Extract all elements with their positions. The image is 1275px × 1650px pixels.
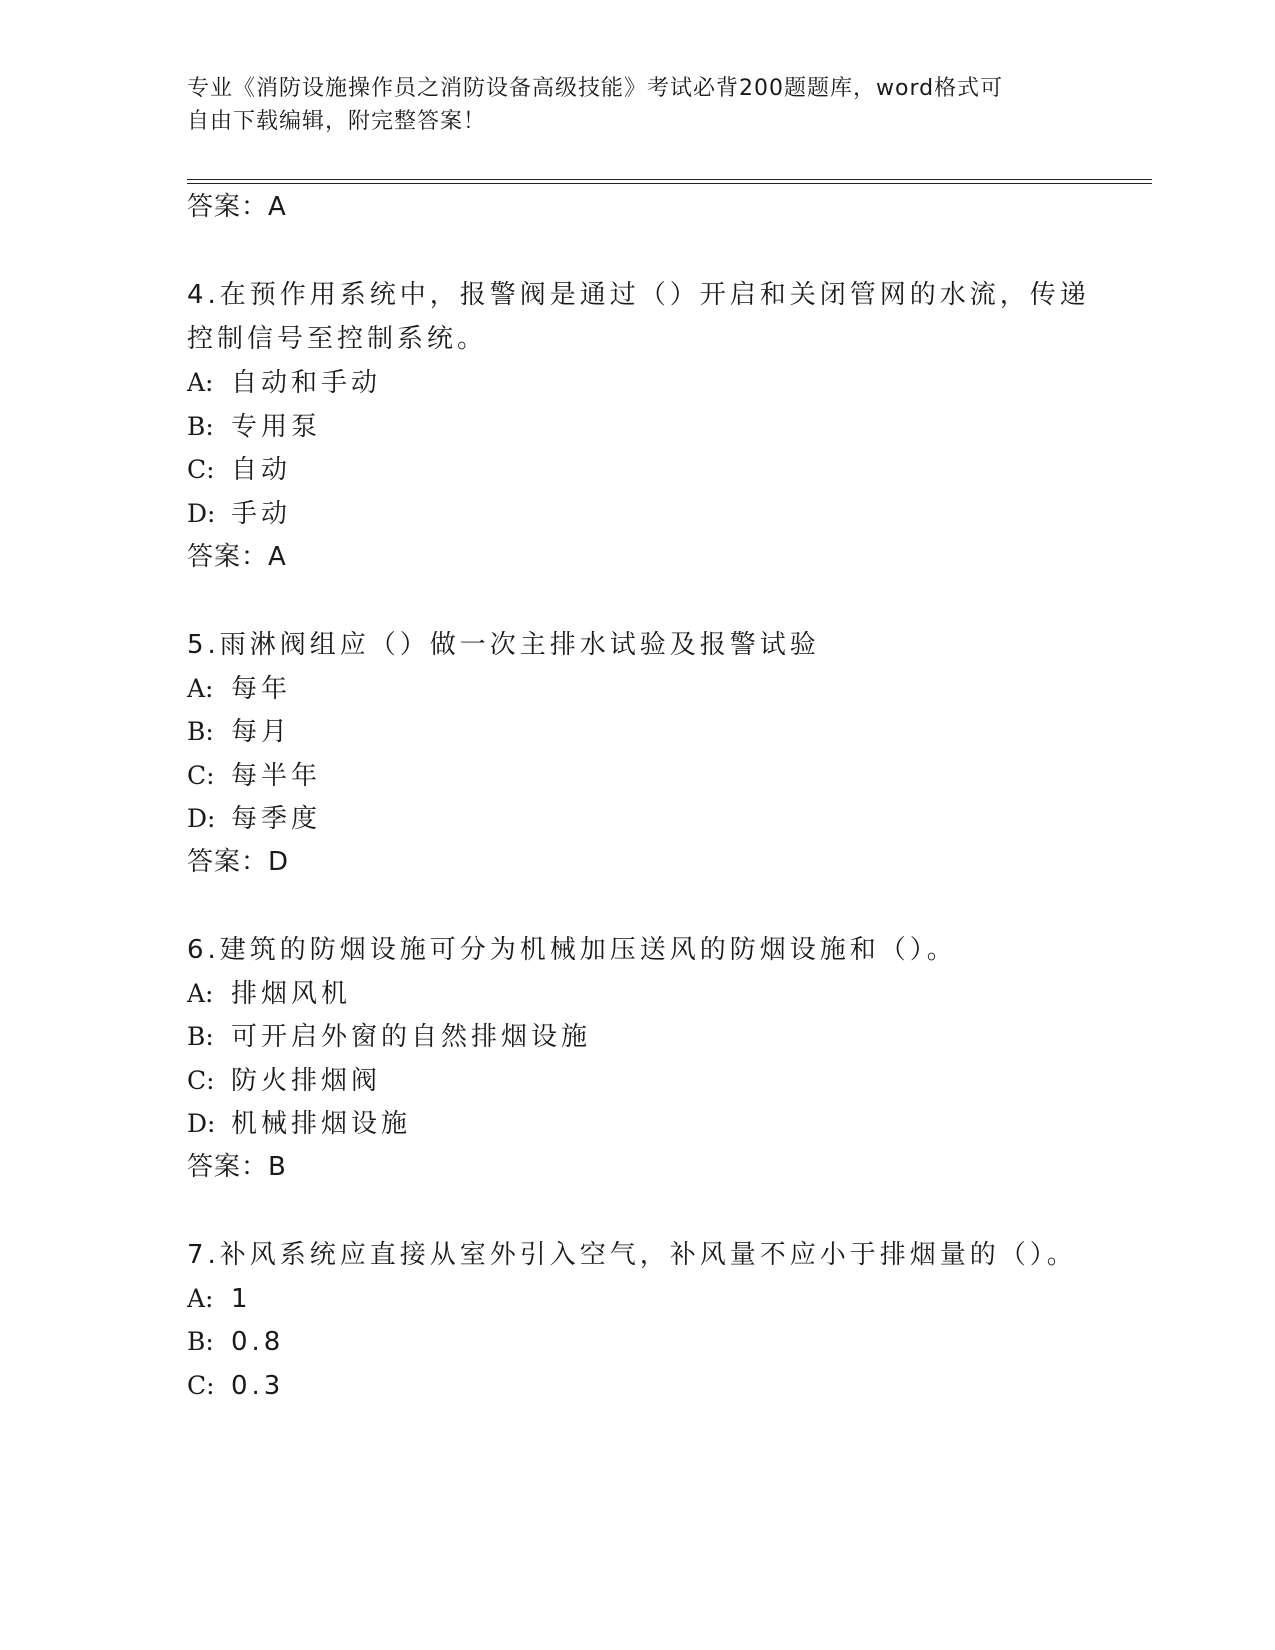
question-7-line-1: 7.补风系统应直接从室外引入空气，补风量不应小于排烟量的（）。	[187, 1240, 1077, 1270]
header-divider-top	[187, 179, 1152, 180]
header-line-2: 自由下载编辑，附完整答案！	[187, 109, 487, 134]
document-header	[187, 72, 1067, 138]
answer-label: 答案：	[187, 1152, 269, 1182]
option-text: 可开启外窗的自然排烟设施	[231, 1022, 592, 1052]
option-letter: A:	[187, 1284, 214, 1313]
option-letter: D:	[187, 1109, 216, 1138]
question-6-option-a	[187, 977, 351, 1011]
question-6-option-b	[187, 1020, 591, 1054]
answer-value: D	[268, 847, 290, 877]
header-divider-bottom	[187, 183, 1152, 184]
answer-value: A	[268, 192, 287, 222]
question-7-option-c	[187, 1369, 284, 1403]
header-line-1: 专业《消防设施操作员之消防设备高级技能》考试必背200题题库，word格式可	[187, 76, 1004, 101]
option-letter: B:	[187, 412, 214, 441]
option-letter: A:	[187, 979, 214, 1008]
answer-label: 答案：	[187, 192, 269, 222]
question-4-answer	[187, 540, 287, 574]
answer-line	[187, 190, 287, 224]
option-letter: A:	[187, 368, 214, 397]
option-text: 每月	[231, 717, 292, 747]
question-5-option-c	[187, 759, 321, 793]
option-text: 1	[231, 1284, 252, 1314]
option-text: 每季度	[231, 804, 322, 834]
option-letter: D:	[187, 499, 216, 528]
question-6-line-1: 6.建筑的防烟设施可分为机械加压送风的防烟设施和（）。	[187, 935, 957, 965]
option-text: 每半年	[231, 761, 322, 791]
question-6-option-c	[187, 1064, 381, 1098]
option-letter: C:	[187, 455, 215, 484]
option-text: 自动和手动	[231, 368, 382, 398]
option-text: 专用泵	[231, 412, 322, 442]
option-letter: B:	[187, 1022, 214, 1051]
answer-label: 答案：	[187, 847, 269, 877]
option-letter: C:	[187, 1371, 215, 1400]
question-4-option-c	[187, 453, 291, 487]
question-4-option-d	[187, 497, 291, 531]
answer-label: 答案：	[187, 542, 269, 572]
question-5-option-a	[187, 672, 291, 706]
option-letter: C:	[187, 1066, 215, 1095]
option-text: 防火排烟阀	[231, 1066, 382, 1096]
question-4-option-a	[187, 366, 381, 400]
option-text: 自动	[231, 455, 292, 485]
option-letter: B:	[187, 1327, 214, 1356]
answer-value: B	[268, 1152, 287, 1182]
option-letter: A:	[187, 674, 214, 703]
question-4-option-b	[187, 410, 321, 444]
question-4-line-1: 4.在预作用系统中，报警阀是通过（）开启和关闭管网的水流，传递	[187, 280, 1090, 310]
option-text: 每年	[231, 674, 292, 704]
option-text: 手动	[231, 499, 292, 529]
question-6-answer	[187, 1150, 287, 1184]
option-text: 排烟风机	[231, 979, 352, 1009]
question-5-option-b	[187, 715, 291, 749]
option-letter: C:	[187, 761, 215, 790]
option-text: 0.8	[231, 1327, 285, 1357]
option-letter: B:	[187, 717, 214, 746]
option-text: 0.3	[231, 1371, 285, 1401]
question-4-line-2: 控制信号至控制系统。	[187, 324, 488, 354]
option-letter: D:	[187, 804, 216, 833]
answer-value: A	[268, 542, 287, 572]
question-5-option-d	[187, 802, 321, 836]
question-6-option-d	[187, 1107, 411, 1141]
question-5-answer	[187, 845, 289, 879]
option-text: 机械排烟设施	[231, 1109, 412, 1139]
question-5-line-1: 5.雨淋阀组应（）做一次主排水试验及报警试验	[187, 630, 820, 660]
question-7-option-b	[187, 1325, 284, 1359]
question-7-option-a	[187, 1282, 252, 1316]
